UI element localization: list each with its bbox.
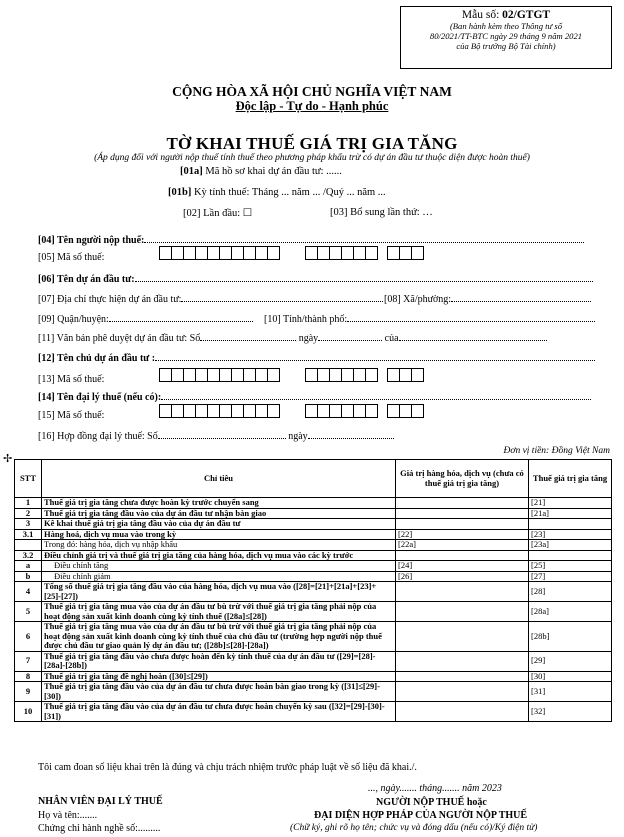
- table-row: [15, 561, 612, 572]
- table-row: [15, 498, 612, 509]
- header-tax: Thuế giá trị gia tăng: [529, 460, 612, 498]
- table-cell-item: Điều chỉnh tăng: [42, 561, 396, 572]
- form-code: 02/GTGT: [502, 9, 551, 21]
- table-cell-item: Thuế giá trị gia tăng mua vào của dự án đầu tư bù trừ với thuế giá trị gia tăng phải nộp của hoạt động sản xuất kinh doanh cùng kỳ tính thuế ([28a]≤[28]): [42, 602, 396, 622]
- table-row: [15, 622, 612, 652]
- table-cell-item: Điều chỉnh giá trị và thuế giá trị gia tăng của hàng hóa, dịch vụ mua vào các kỳ trước: [42, 550, 396, 561]
- agent-title: NHÂN VIÊN ĐẠI LÝ THUẾ: [38, 796, 163, 807]
- table-cell-item: Thuế giá trị gia tăng đầu vào của dự án đầu tư chưa được hoàn bàn giao trong kỳ ([31]≤[29]-[30]): [42, 682, 396, 702]
- table-cell-stt: 3.2: [15, 550, 42, 561]
- table-cell-stt: 6: [15, 622, 42, 652]
- table-cell-tax[interactable]: [23]: [529, 529, 612, 540]
- sign-date: ..., ngày....... tháng....... năm 2023: [368, 783, 502, 794]
- table-cell-tax[interactable]: [28b]: [529, 622, 612, 652]
- tax-code-boxes-05[interactable]: [160, 246, 280, 260]
- table-cell-value[interactable]: [396, 550, 529, 561]
- table-cell-tax[interactable]: [25]: [529, 561, 612, 572]
- table-cell-value[interactable]: [24]: [396, 561, 529, 572]
- table-cell-stt: a: [15, 561, 42, 572]
- table-cell-tax[interactable]: [29]: [529, 651, 612, 671]
- table-cell-value[interactable]: [396, 671, 529, 682]
- payer-title-2: ĐẠI DIỆN HỢP PHÁP CỦA NGƯỜI NỘP THUẾ: [314, 810, 528, 821]
- table-cell-tax[interactable]: [32]: [529, 702, 612, 722]
- table-cell-stt: 5: [15, 602, 42, 622]
- table-cell-stt: 3: [15, 519, 42, 530]
- table-row: [15, 550, 612, 561]
- form-label: Mẫu số:: [461, 9, 500, 21]
- table-cell-value[interactable]: [396, 519, 529, 530]
- table-cell-item: Thuế giá trị gia tăng đầu vào của dự án đầu tư nhận bàn giao: [42, 508, 396, 519]
- table-cell-tax[interactable]: [21a]: [529, 508, 612, 519]
- payer-note: (Chữ ký, ghi rõ họ tên; chức vụ và đóng dấu (nếu có)/Ký điện tử): [290, 823, 538, 833]
- page-subtitle: (Áp dụng đối với người nộp thuế tính thuế theo phương pháp khấu trừ có dự án đầu tư thuộc diện được hoàn thuế): [94, 153, 530, 163]
- table-cell-value[interactable]: [26]: [396, 571, 529, 582]
- table-cell-value[interactable]: [396, 582, 529, 602]
- field-02[interactable]: [02] Lần đầu: ☐: [183, 208, 253, 219]
- table-cell-stt: 1: [15, 498, 42, 509]
- table-cell-item: Thuế giá trị gia tăng mua vào của dự án đầu tư bù trừ với thuế giá trị gia tăng phải nộp của hoạt động sản xuất kinh doanh cùng kỳ tính thuế của chủ đầu tư (trường hợp người nộp thuế được chủ đầu tư giao quản lý dự án đầu tư; ([28b]≤[28]-[28a]): [42, 622, 396, 652]
- table-cell-tax[interactable]: [31]: [529, 682, 612, 702]
- tax-code-boxes-15-c[interactable]: [388, 404, 424, 418]
- form-note-3: của Bộ trưởng Bộ Tài chính): [456, 41, 556, 51]
- field-12[interactable]: [12] Tên chủ dự án đầu tư :: [38, 352, 595, 364]
- form-note-2: 80/2021/TT-BTC ngày 29 tháng 9 năm 2021: [429, 31, 583, 41]
- field-15-label: [15] Mã số thuế:: [38, 410, 105, 421]
- table-row: [15, 519, 612, 530]
- field-01b: [01b] Kỳ tính thuế: Tháng ... năm ... /Quý ... năm ...: [168, 187, 386, 198]
- table-row: [15, 540, 612, 551]
- form-number-box: [400, 6, 612, 69]
- table-cell-tax[interactable]: [529, 519, 612, 530]
- table-cell-tax[interactable]: [27]: [529, 571, 612, 582]
- tax-code-boxes-15[interactable]: [160, 404, 280, 418]
- table-row: [15, 571, 612, 582]
- table-cell-stt: 10: [15, 702, 42, 722]
- table-cell-stt: [15, 540, 42, 551]
- table-cell-item: Thuế giá trị gia tăng đề nghị hoàn ([30]≤[29]): [42, 671, 396, 682]
- table-cell-stt: 4: [15, 582, 42, 602]
- agent-name[interactable]: Họ và tên:.......: [38, 810, 98, 821]
- tax-code-boxes-13-b[interactable]: [306, 368, 378, 382]
- page-title: TỜ KHAI THUẾ GIÁ TRỊ GIA TĂNG: [166, 134, 458, 153]
- table-row: [15, 508, 612, 519]
- table-cell-value[interactable]: [22a]: [396, 540, 529, 551]
- table-cell-item: Thuế giá trị gia tăng đầu vào chưa được hoàn đến kỳ tính thuế của dự án đầu tư ([29]=[28]-[28a]-[28b]): [42, 651, 396, 671]
- field-01a: [01a] Mã hồ sơ khai dự án đầu tư: ......: [180, 166, 342, 177]
- table-cell-value[interactable]: [396, 508, 529, 519]
- field-09[interactable]: [09] Quận/huyện:: [38, 313, 253, 325]
- payer-title-1: NGƯỜI NỘP THUẾ hoặc: [376, 797, 487, 808]
- table-cell-tax[interactable]: [529, 550, 612, 561]
- table-cell-value[interactable]: [396, 622, 529, 652]
- header-stt: STT: [15, 460, 42, 498]
- table-cell-stt: b: [15, 571, 42, 582]
- field-10[interactable]: [10] Tỉnh/thành phố:: [264, 313, 595, 325]
- tax-code-boxes-13-c[interactable]: [388, 368, 424, 382]
- tax-code-boxes-05-c[interactable]: [388, 246, 424, 260]
- field-06[interactable]: [06] Tên dự án đầu tư:: [38, 273, 593, 285]
- table-cell-value[interactable]: [396, 498, 529, 509]
- table-cell-item: Thuế giá trị gia tăng đầu vào của dự án đầu tư chưa được hoàn chuyển kỳ sau ([32]=[29]-[30]-[31]): [42, 702, 396, 722]
- table-cell-item: Điều chỉnh giảm: [42, 571, 396, 582]
- field-16[interactable]: [16] Hợp đồng đại lý thuế: Số ngày: [38, 430, 394, 442]
- field-13-label: [13] Mã số thuế:: [38, 374, 105, 385]
- table-row: [15, 682, 612, 702]
- table-cell-stt: 8: [15, 671, 42, 682]
- table-row: [15, 702, 612, 722]
- table-cell-stt: 9: [15, 682, 42, 702]
- tax-code-boxes-15-b[interactable]: [306, 404, 378, 418]
- tax-code-boxes-05-b[interactable]: [306, 246, 378, 260]
- field-11[interactable]: [11] Văn bản phê duyệt dự án đầu tư: Số ngày của: [38, 332, 547, 344]
- table-cell-item: Kê khai thuế giá trị gia tăng đầu vào của dự án đầu tư: [42, 519, 396, 530]
- table-row: [15, 651, 612, 671]
- table-cell-stt: 3.1: [15, 529, 42, 540]
- field-08[interactable]: [08] Xã/phường:: [384, 293, 591, 305]
- tax-table: [14, 459, 612, 722]
- field-07[interactable]: [07] Địa chỉ thực hiện dự án đầu tư:: [38, 293, 383, 305]
- table-cell-stt: 7: [15, 651, 42, 671]
- table-cell-item: Hàng hoá, dịch vụ mua vào trong kỳ: [42, 529, 396, 540]
- table-cell-value[interactable]: [396, 682, 529, 702]
- table-cell-value[interactable]: [396, 602, 529, 622]
- motto: Độc lập - Tự do - Hạnh phúc: [235, 99, 389, 113]
- table-cell-value[interactable]: [22]: [396, 529, 529, 540]
- table-row: [15, 529, 612, 540]
- table-cell-item: Trong đó: hàng hóa, dịch vụ nhập khẩu: [42, 540, 396, 551]
- header-item: Chỉ tiêu: [42, 460, 396, 498]
- table-cell-item: Tổng số thuế giá trị gia tăng đầu vào của hàng hóa, dịch vụ mua vào ([28]=[21]+[21a]+[23]+[25]-[27]): [42, 582, 396, 602]
- currency-unit: Đơn vị tiền: Đồng Việt Nam: [503, 446, 610, 456]
- field-05-label: [05] Mã số thuế:: [38, 252, 105, 263]
- table-cell-tax[interactable]: [28]: [529, 582, 612, 602]
- table-cell-tax[interactable]: [21]: [529, 498, 612, 509]
- table-row: [15, 582, 612, 602]
- nation-heading: CỘNG HÒA XÃ HỘI CHỦ NGHĨA VIỆT NAM: [172, 84, 452, 99]
- field-14[interactable]: [14] Tên đại lý thuế (nếu có):: [38, 391, 591, 403]
- table-cell-value[interactable]: [396, 651, 529, 671]
- field-04[interactable]: [04] Tên người nộp thuế:: [38, 234, 600, 246]
- table-cell-item: Thuế giá trị gia tăng chưa được hoàn kỳ trước chuyển sang: [42, 498, 396, 509]
- table-row: [15, 602, 612, 622]
- header-value: Giá trị hàng hóa, dịch vụ (chưa có thuế giá trị gia tăng): [396, 460, 529, 498]
- tax-code-boxes-13[interactable]: [160, 368, 280, 382]
- commitment-text: Tôi cam đoan số liệu khai trên là đúng và chịu trách nhiệm trước pháp luật về số liệu đã khai./.: [38, 762, 417, 773]
- table-row: [15, 671, 612, 682]
- agent-certificate[interactable]: Chứng chỉ hành nghề số:.........: [38, 823, 161, 834]
- table-cell-stt: 2: [15, 508, 42, 519]
- table-cell-tax[interactable]: [30]: [529, 671, 612, 682]
- table-cell-tax[interactable]: [28a]: [529, 602, 612, 622]
- form-note-1: (Ban hành kèm theo Thông tư số: [449, 21, 563, 31]
- table-cell-tax[interactable]: [23a]: [529, 540, 612, 551]
- move-handle-icon[interactable]: ✢: [3, 453, 13, 465]
- table-cell-value[interactable]: [396, 702, 529, 722]
- field-03[interactable]: [03] Bổ sung lần thứ: …: [330, 207, 433, 218]
